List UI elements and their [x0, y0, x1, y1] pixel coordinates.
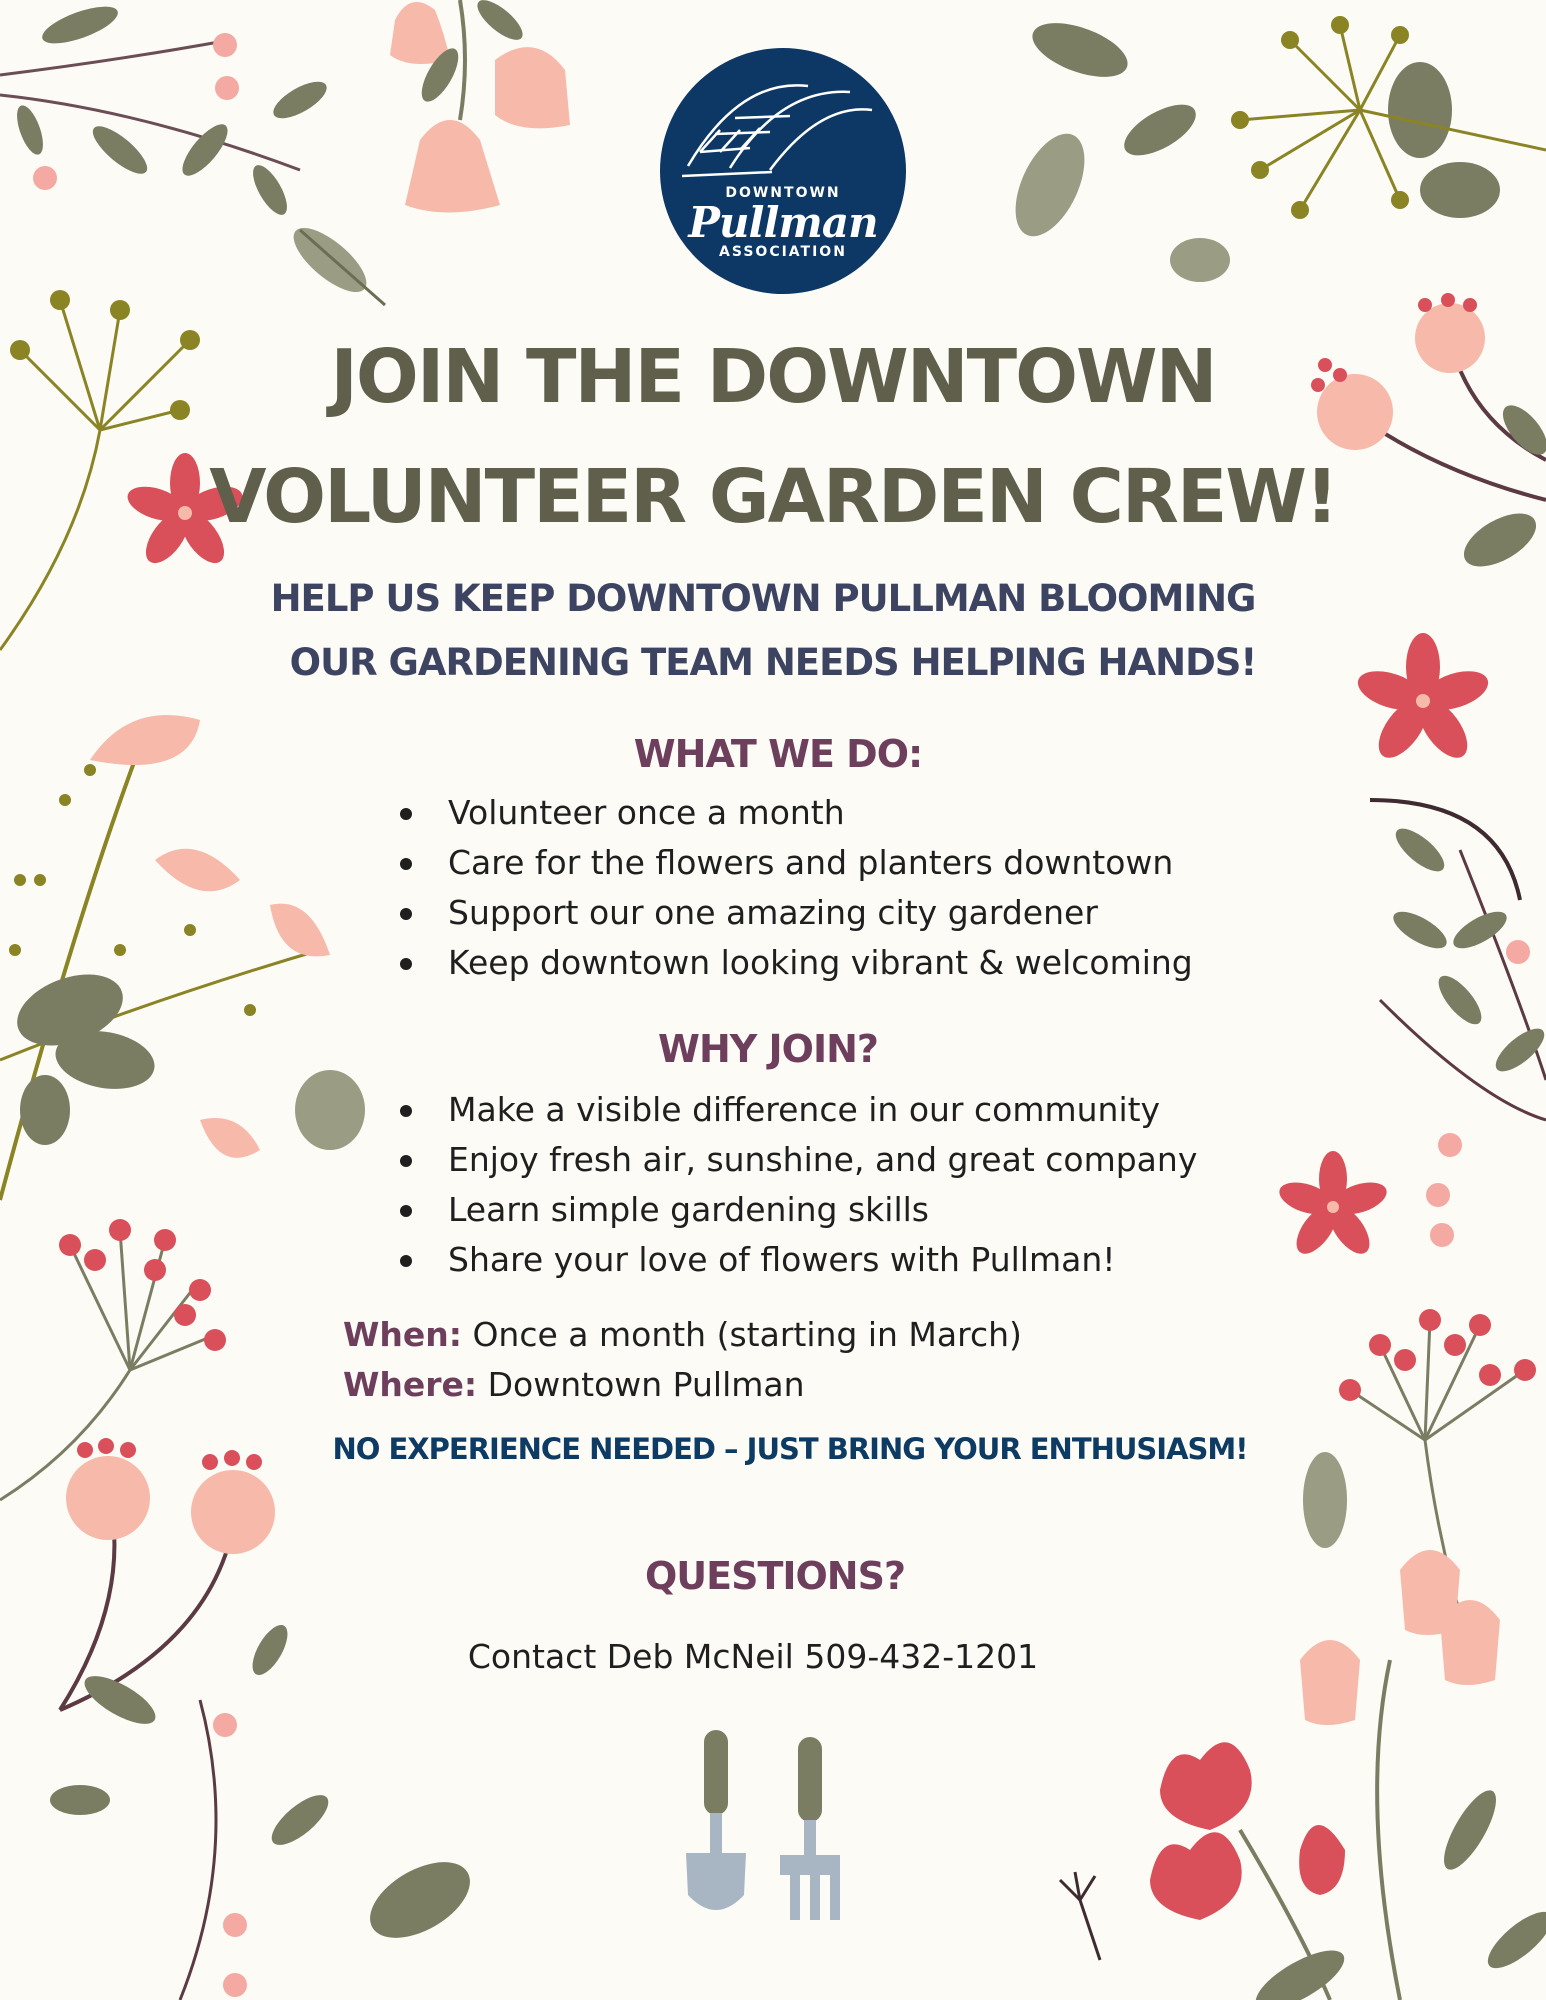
contact-info: Contact Deb McNeil 509-432-1201 — [467, 1637, 1039, 1676]
garden-fork-icon — [780, 1737, 840, 1920]
logo-bottom-text: ASSOCIATION — [719, 244, 847, 260]
subheadline-line-2: OUR GARDENING TEAM NEEDS HELPING HANDS! — [289, 641, 1257, 684]
when-line — [343, 1315, 1022, 1354]
cta-banner: NO EXPERIENCE NEEDED – JUST BRING YOUR ENTHUSIASM! — [332, 1432, 1248, 1466]
list-item: Volunteer once a month — [380, 788, 1193, 838]
garden-tools-illustration — [680, 1725, 850, 1925]
list-item: Support our one amazing city gardener — [380, 888, 1193, 938]
leaves-bottom-left — [50, 1620, 483, 2000]
when-value: Once a month (starting in March) — [461, 1315, 1022, 1354]
flowers-top-left — [0, 0, 385, 305]
branch-left-middle — [0, 715, 365, 1200]
what-we-do-list — [380, 788, 1193, 988]
list-item: Enjoy fresh air, sunshine, and great company — [380, 1135, 1197, 1185]
headline-line-2: VOLUNTEER GARDEN CREW! — [209, 454, 1337, 540]
list-item: Share your love of flowers with Pullman! — [380, 1235, 1197, 1285]
list-item: Learn simple gardening skills — [380, 1185, 1197, 1235]
where-label: Where: — [343, 1365, 478, 1404]
list-item: Care for the flowers and planters downtown — [380, 838, 1193, 888]
list-item: Make a visible difference in our community — [380, 1085, 1197, 1135]
list-item: Keep downtown looking vibrant & welcoming — [380, 938, 1193, 988]
logo-top-text: DOWNTOWN — [725, 185, 841, 201]
where-value: Downtown Pullman — [477, 1365, 805, 1404]
where-line — [343, 1365, 805, 1404]
logo-name: Pullman — [688, 198, 878, 247]
why-join-list — [380, 1085, 1197, 1285]
bell-flowers-top — [390, 0, 570, 213]
headline-line-1: JOIN THE DOWNTOWN — [330, 334, 1216, 420]
garden-trowel-icon — [686, 1730, 746, 1910]
why-join-heading: WHY JOIN? — [658, 1027, 878, 1071]
flowers-top-right — [1001, 12, 1546, 282]
when-label: When: — [343, 1315, 462, 1354]
what-we-do-heading: WHAT WE DO: — [633, 732, 923, 776]
branch-right-middle — [1370, 800, 1546, 1247]
tulips-bottom-right — [1060, 1550, 1546, 2000]
subheadline-line-1: HELP US KEEP DOWNTOWN PULLMAN BLOOMING — [270, 577, 1256, 620]
flowers-right-upper — [1311, 293, 1546, 577]
red-flower-right-small — [1275, 1151, 1390, 1261]
questions-heading: QUESTIONS? — [644, 1554, 906, 1598]
downtown-pullman-logo — [660, 48, 906, 294]
